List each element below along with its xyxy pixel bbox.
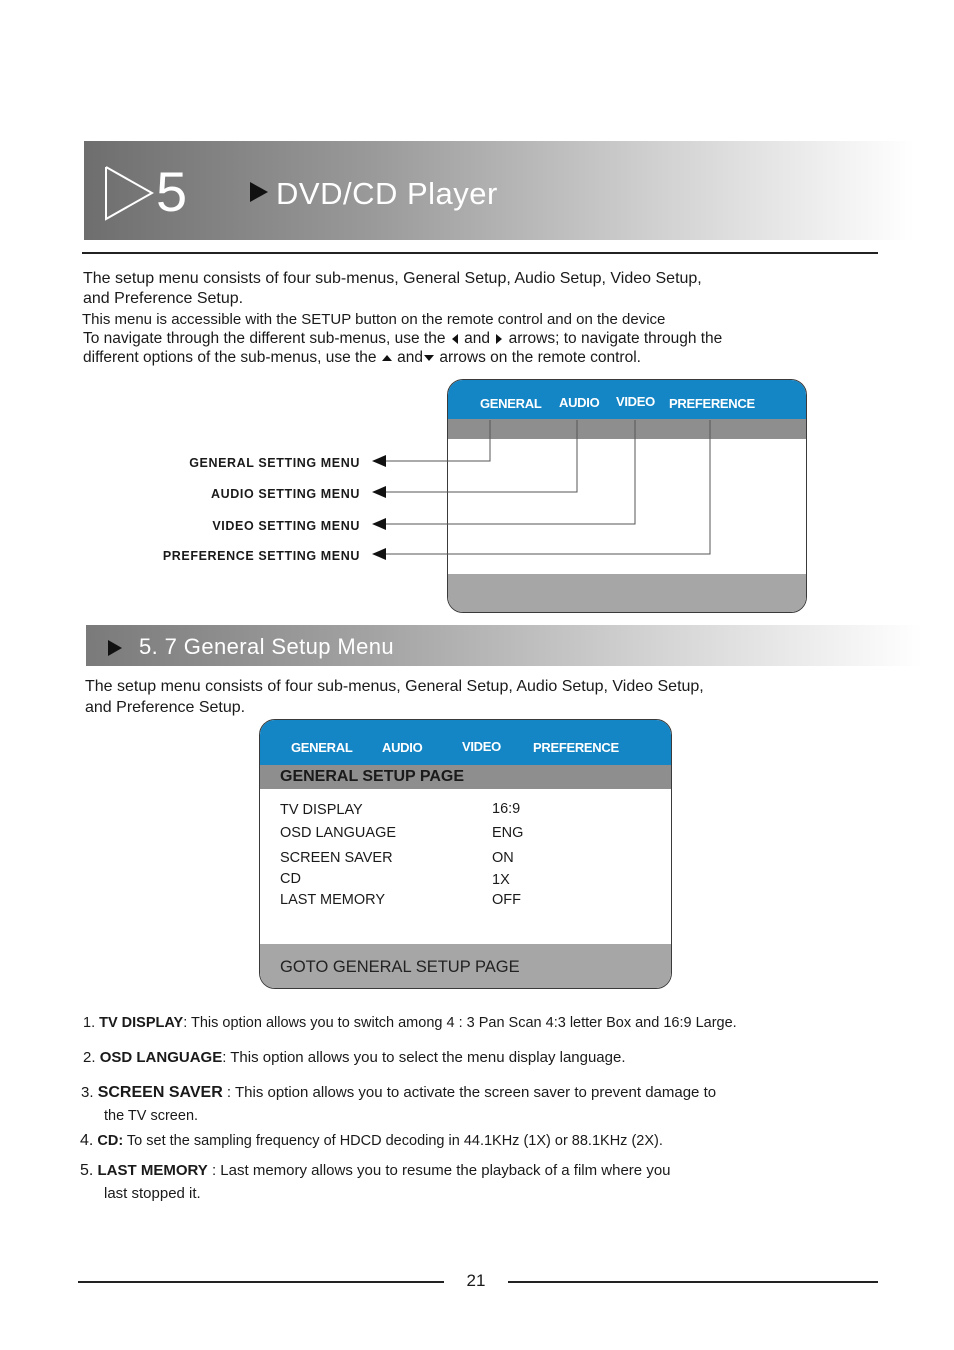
setting-name-last-memory: LAST MEMORY	[280, 892, 386, 908]
item-number: 3.	[81, 1084, 94, 1101]
item-screen-saver	[81, 1082, 716, 1104]
general-tab-bar	[260, 720, 671, 765]
setting-value-cd: 1X	[492, 872, 510, 888]
section-arrow-icon	[107, 639, 123, 657]
item-cd	[80, 1130, 663, 1152]
setting-value-osd-language: ENG	[492, 825, 524, 841]
page-title-bar	[260, 765, 671, 789]
item-text: To set the sampling frequency of HDCD decoding in 44.1KHz (1X) or 88.1KHz (2X).	[123, 1133, 663, 1149]
chapter-divider	[82, 252, 878, 254]
tab-preference: PREFERENCE	[533, 740, 619, 755]
setup-footer-bar	[448, 574, 806, 612]
item-number: 2.	[83, 1049, 96, 1066]
intro-line-5a: different options of the sub-menus, use the	[83, 349, 377, 366]
item-tv-display	[83, 1012, 737, 1034]
item-text: : Last memory allows you to resume the playback of a film where you	[207, 1162, 671, 1179]
item-osd-language	[83, 1047, 626, 1069]
item-text: : This option allows you to select the menu display language.	[222, 1049, 626, 1066]
intro-line-4b: and	[464, 330, 490, 347]
section-title: 5. 7 General Setup Menu	[139, 634, 395, 659]
tab-audio: AUDIO	[559, 395, 600, 410]
page-number: 21	[466, 1271, 486, 1290]
item-term: CD:	[97, 1133, 124, 1149]
intro-line-3: This menu is accessible with the SETUP button on the remote control and on the device	[82, 311, 666, 328]
intro-line-4c: arrows; to navigate through the	[508, 330, 723, 347]
general-setting-menu-label: GENERAL SETTING MENU	[189, 456, 360, 470]
preference-setting-menu-label: PREFERENCE SETTING MENU	[162, 549, 360, 563]
right-arrow-icon	[494, 333, 504, 345]
item-text: : This option allows you to activate the screen saver to prevent damage to	[222, 1084, 717, 1101]
footer-divider-left	[78, 1281, 444, 1283]
item-text: : This option allows you to switch among 4 : 3 Pan Scan 4:3 letter Box and 16:9 Large.	[183, 1015, 737, 1031]
chapter-play-outline-icon	[104, 165, 154, 221]
item-number: 5.	[80, 1162, 94, 1179]
tab-preference: PREFERENCE	[669, 396, 755, 411]
item-number: 4.	[80, 1132, 94, 1149]
section-intro-line-1: The setup menu consists of four sub-menus, General Setup, Audio Setup, Video Setup,	[85, 678, 704, 695]
page-title: GENERAL SETUP PAGE	[280, 768, 465, 785]
goto-general-setup-label: GOTO GENERAL SETUP PAGE	[280, 958, 520, 976]
video-setting-menu-label: VIDEO SETTING MENU	[212, 519, 360, 533]
setting-name-cd: CD	[280, 871, 301, 887]
setting-value-tv-display: 16:9	[492, 801, 521, 817]
item-term: SCREEN SAVER	[97, 1084, 223, 1101]
tab-general: GENERAL	[480, 396, 542, 411]
chapter-banner	[84, 141, 914, 240]
section-intro-line-2: and Preference Setup.	[85, 699, 246, 716]
setting-name-tv-display: TV DISPLAY	[280, 802, 363, 818]
connector-lines	[370, 418, 720, 568]
setting-name-osd-language: OSD LANGUAGE	[280, 825, 397, 841]
intro-line-4a: To navigate through the different sub-menus, use the	[83, 330, 446, 347]
intro-line-5b: and	[397, 349, 424, 366]
general-setup-page-diagram	[259, 719, 672, 989]
item-term: LAST MEMORY	[97, 1162, 208, 1179]
item-term: TV DISPLAY	[99, 1015, 184, 1031]
intro-line-2: and Preference Setup.	[83, 290, 244, 307]
intro-line-1: The setup menu consists of four sub-menus, General Setup, Audio Setup, Video Setup,	[83, 270, 702, 287]
setting-value-screen-saver: ON	[492, 850, 514, 866]
left-arrow-icon	[450, 333, 460, 345]
intro-line-5	[83, 348, 641, 368]
audio-setting-menu-label: AUDIO SETTING MENU	[211, 487, 360, 501]
tab-audio: AUDIO	[382, 740, 423, 755]
chapter-arrow-icon	[249, 181, 269, 203]
chapter-title: DVD/CD Player	[276, 176, 498, 211]
intro-line-4	[83, 329, 722, 349]
tab-general: GENERAL	[291, 740, 353, 755]
item-last-memory-cont: last stopped it.	[104, 1185, 201, 1202]
item-number: 1.	[83, 1015, 96, 1031]
item-term: OSD LANGUAGE	[99, 1049, 223, 1066]
tab-video: VIDEO	[616, 394, 655, 409]
setting-name-screen-saver: SCREEN SAVER	[280, 850, 393, 866]
goto-footer-bar	[260, 944, 671, 988]
item-screen-saver-cont: the TV screen.	[104, 1108, 199, 1124]
chapter-number: 5	[156, 160, 188, 223]
down-arrow-icon	[423, 353, 435, 363]
footer-divider-right	[508, 1281, 878, 1283]
item-last-memory	[80, 1160, 671, 1182]
up-arrow-icon	[381, 353, 393, 363]
intro-line-5c: arrows on the remote control.	[439, 349, 641, 366]
tab-video: VIDEO	[462, 739, 501, 754]
setting-value-last-memory: OFF	[492, 892, 521, 908]
setup-tab-bar	[448, 380, 806, 419]
